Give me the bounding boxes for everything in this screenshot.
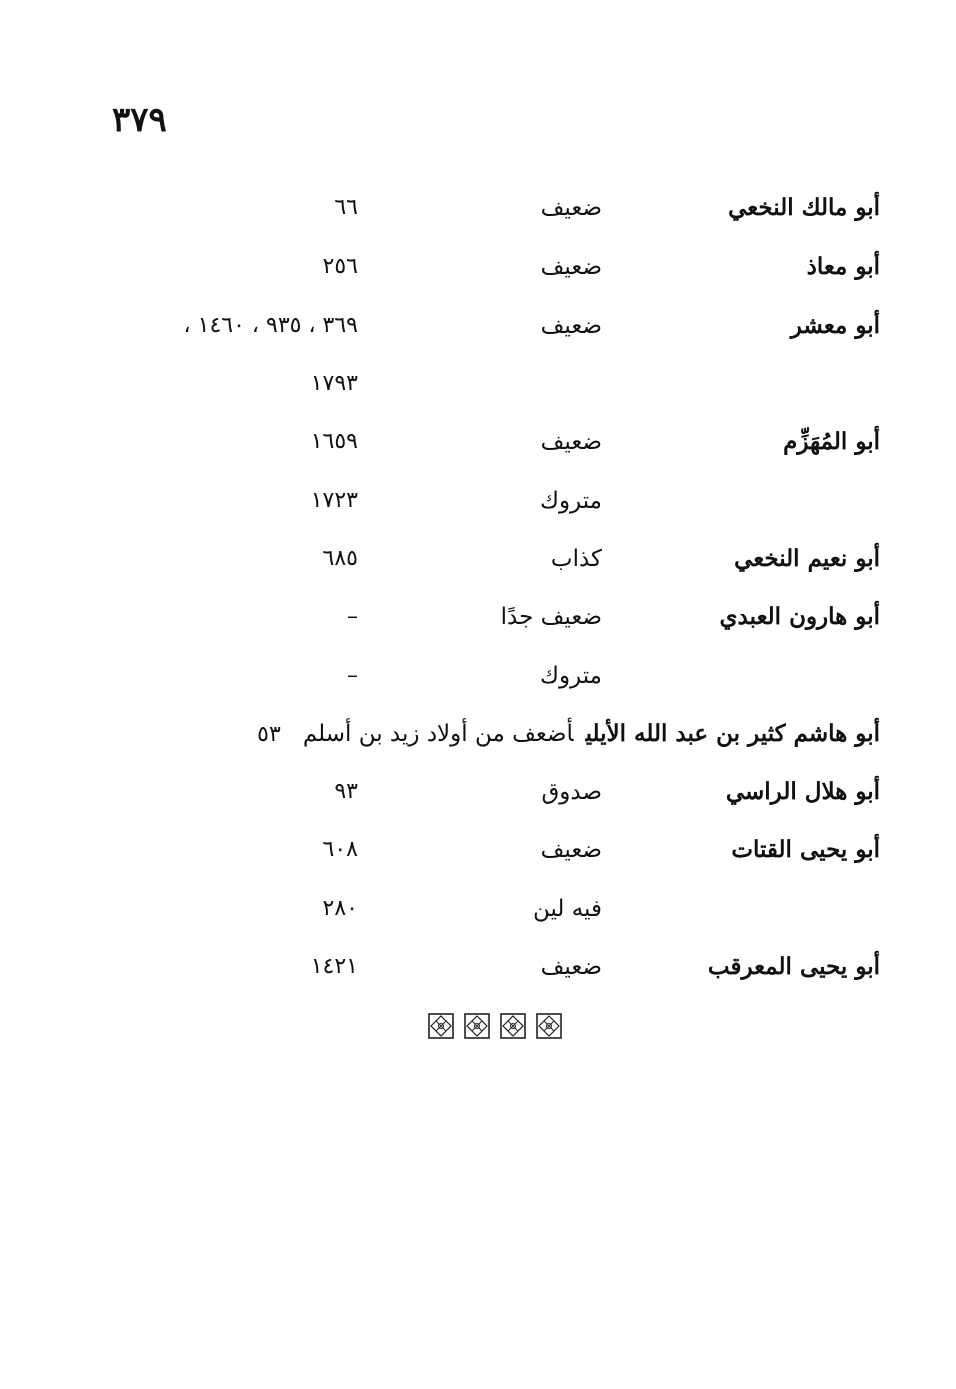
narrator-refs: ٦٨٥ [322,546,358,571]
narrator-refs: ٣٦٩ ، ٩٣٥ ، ١٤٦٠ ، [183,313,358,338]
table-row [0,481,956,521]
narrator-refs: ١٧٢٣ [310,488,358,513]
page-number: ٣٧٩ [112,100,167,140]
narrator-grade: فيه لين [532,896,602,922]
lattice-ornament-icon [464,1013,490,1039]
narrator-name: أبو هلال الراسي [725,778,880,805]
lattice-ornament-icon [428,1013,454,1039]
narrator-grade: ضعيف [540,313,602,339]
narrator-grade: ضعيف جدًا [500,604,602,630]
narrator-name: أبو معشر [790,312,880,339]
table-row [0,597,956,637]
narrator-refs: ١٧٩٣ [310,371,358,396]
table-row [0,714,956,754]
table-row [0,656,956,696]
narrator-name: أبو المُهَزِّم [783,428,880,455]
lattice-ornament-icon [500,1013,526,1039]
table-row [0,188,956,228]
narrator-grade: ضعيف [540,429,602,455]
narrator-grade: ضعيف [540,254,602,280]
narrator-refs: ٦٠٨ [322,837,358,862]
wide-row-text [257,714,880,755]
narrator-refs: ٢٨٠ [322,896,358,921]
narrator-grade: ضعيف [540,837,602,863]
narrator-refs: ١٦٥٩ [310,429,358,454]
narrator-refs: ١٤٢١ [310,954,358,979]
narrator-grade: متروك [539,663,602,689]
narrator-name: أبو معاذ [806,253,880,280]
narrator-grade: ضعيف [540,954,602,980]
narrator-name: أبو هارون العبدي [719,603,880,630]
table-row [0,947,956,987]
table-row [0,830,956,870]
narrator-refs: – [347,663,358,688]
narrator-refs: ٥٣ [257,722,281,747]
table-row [0,364,956,404]
table-row [0,539,956,579]
table-row [0,889,956,929]
narrator-grade: كذاب [550,546,602,572]
narrator-refs: ٢٥٦ [322,254,358,279]
table-row [0,422,956,462]
narrator-grade: صدوق [541,779,602,805]
narrator-name: أبو يحيى المعرقب [707,953,880,980]
narrator-refs: ٩٣ [334,779,358,804]
narrator-name: أبو نعيم النخعي [734,545,880,572]
narrator-name: أبو هاشم كثير بن عبد الله الأيلي [585,720,880,747]
narrator-refs: – [347,604,358,629]
lattice-ornament-icon [536,1013,562,1039]
narrator-name: أبو مالك النخعي [728,194,880,221]
narrator-grade: ضعيف [540,195,602,221]
table-row [0,247,956,287]
table-row [0,772,956,812]
narrator-refs: ٦٦ [334,195,358,220]
table-row [0,306,956,346]
narrator-grade: متروك [539,488,602,514]
narrator-grade: أضعف من أولاد زيد بن أسلم [302,721,574,747]
narrator-name: أبو يحيى القتات [731,836,880,863]
end-ornaments [428,1013,572,1041]
